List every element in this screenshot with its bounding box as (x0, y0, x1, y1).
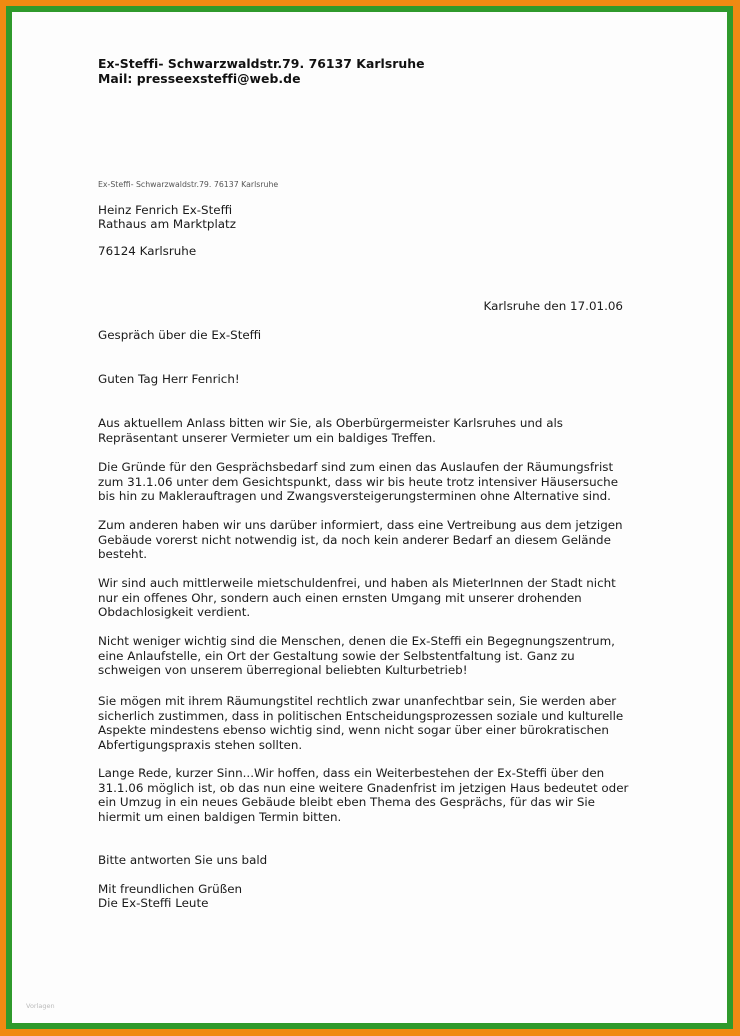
paragraph-line: schweigen von unserem überregional beliebten Kulturbetrieb! (98, 663, 468, 678)
paragraph-line: Zum anderen haben wir uns darüber informiert, dass eine Vertreibung aus dem jetzigen (98, 518, 623, 532)
letter-subject: Gespräch über die Ex-Steffi (98, 328, 262, 342)
paragraph-2 (98, 460, 618, 504)
paragraph-line: besteht. (98, 547, 148, 562)
paragraph-line: Aus aktuellem Anlass bitten wir Sie, als Oberbürgermeister Karlsruhes und als (98, 416, 563, 430)
paragraph-line: Die Gründe für den Gesprächsbedarf sind zum einen das Auslaufen der Räumungsfrist (98, 460, 614, 474)
reply-request: Bitte antworten Sie uns bald (98, 853, 268, 867)
closing-formula: Mit freundlichen Grüßen (98, 882, 243, 896)
recipient-city: 76124 Karlsruhe (98, 244, 197, 258)
recipient-street: Rathaus am Marktplatz (98, 217, 236, 231)
paragraph-line: Sie mögen mit ihrem Räumungstitel rechtlich zwar unanfechtbar sein, Sie werden aber (98, 694, 617, 708)
paragraph-line: Aspekte mindestens ebenso wichtig sind, wenn nicht sogar über einer bürokratischen (98, 723, 609, 738)
sender-return-line: Ex-Steffi- Schwarzwaldstr.79. 76137 Karlsruhe (98, 180, 279, 189)
paragraph-line: ein Umzug in ein neues Gebäude bleibt eben Thema des Gesprächs, für das wir Sie (98, 795, 595, 810)
paragraph-line: Abfertigungspraxis stehen sollten. (98, 737, 303, 752)
paragraph-line: zum 31.1.06 unter dem Gesichtspunkt, dass wir bis heute trotz intensiver Häusersuche (98, 474, 619, 489)
paragraph-line: Obdachlosigkeit verdient. (98, 605, 251, 620)
paragraph-line: bis hin zu Maklerauftragen und Zwangsversteigerungsterminen ohne Alternative sind. (98, 489, 611, 504)
footer-watermark-text: Vorlagen (26, 1002, 55, 1010)
salutation: Guten Tag Herr Fenrich! (98, 372, 240, 386)
paragraph-line: Wir sind auch mittlerweile mietschuldenfrei, und haben als MieterInnen der Stadt nicht (98, 576, 616, 590)
signature: Die Ex-Steffi Leute (98, 896, 209, 910)
paragraph-7 (98, 766, 628, 824)
paragraph-3 (98, 518, 623, 562)
paragraph-line: hiermit um einen baldigen Termin bitten. (98, 809, 342, 824)
paragraph-line: 31.1.06 möglich ist, ob das nun eine weitere Gnadenfrist im jetzigen Haus bedeutet oder (98, 780, 629, 795)
paragraph-line: sicherlich zustimmen, dass in politischen Entscheidungsprozessen soziale und kulturelle (98, 708, 624, 723)
letterhead-email: Mail: presseexsteffi@web.de (98, 71, 301, 86)
paragraph-4 (98, 576, 616, 620)
paragraph-line: eine Anlaufstelle, ein Ort der Gestaltung sowie der Selbstentfaltung ist. Ganz zu (98, 648, 575, 663)
letter-page (12, 12, 727, 1023)
letterhead-address: Ex-Steffi- Schwarzwaldstr.79. 76137 Karlsruhe (98, 56, 425, 71)
paragraph-line: Repräsentant unserer Vermieter um ein baldiges Treffen. (98, 430, 436, 445)
recipient-name: Heinz Fenrich Ex-Steffi (98, 203, 233, 217)
paragraph-line: Lange Rede, kurzer Sinn...Wir hoffen, dass ein Weiterbestehen der Ex-Steffi über den (98, 766, 605, 780)
letter-date: Karlsruhe den 17.01.06 (483, 299, 623, 313)
paragraph-6 (98, 694, 623, 752)
paragraph-1 (98, 416, 563, 445)
paragraph-line: nur ein offenes Ohr, sondern auch einen ernsten Umgang mit unserer drohenden (98, 590, 582, 605)
paragraph-line: Nicht weniger wichtig sind die Menschen, denen die Ex-Steffi ein Begegnungszentrum, (98, 634, 615, 648)
paragraph-5 (98, 634, 615, 678)
paragraph-line: Gebäude vorerst nicht notwendig ist, da noch kein anderer Bedarf an diesem Gelände (98, 532, 611, 547)
